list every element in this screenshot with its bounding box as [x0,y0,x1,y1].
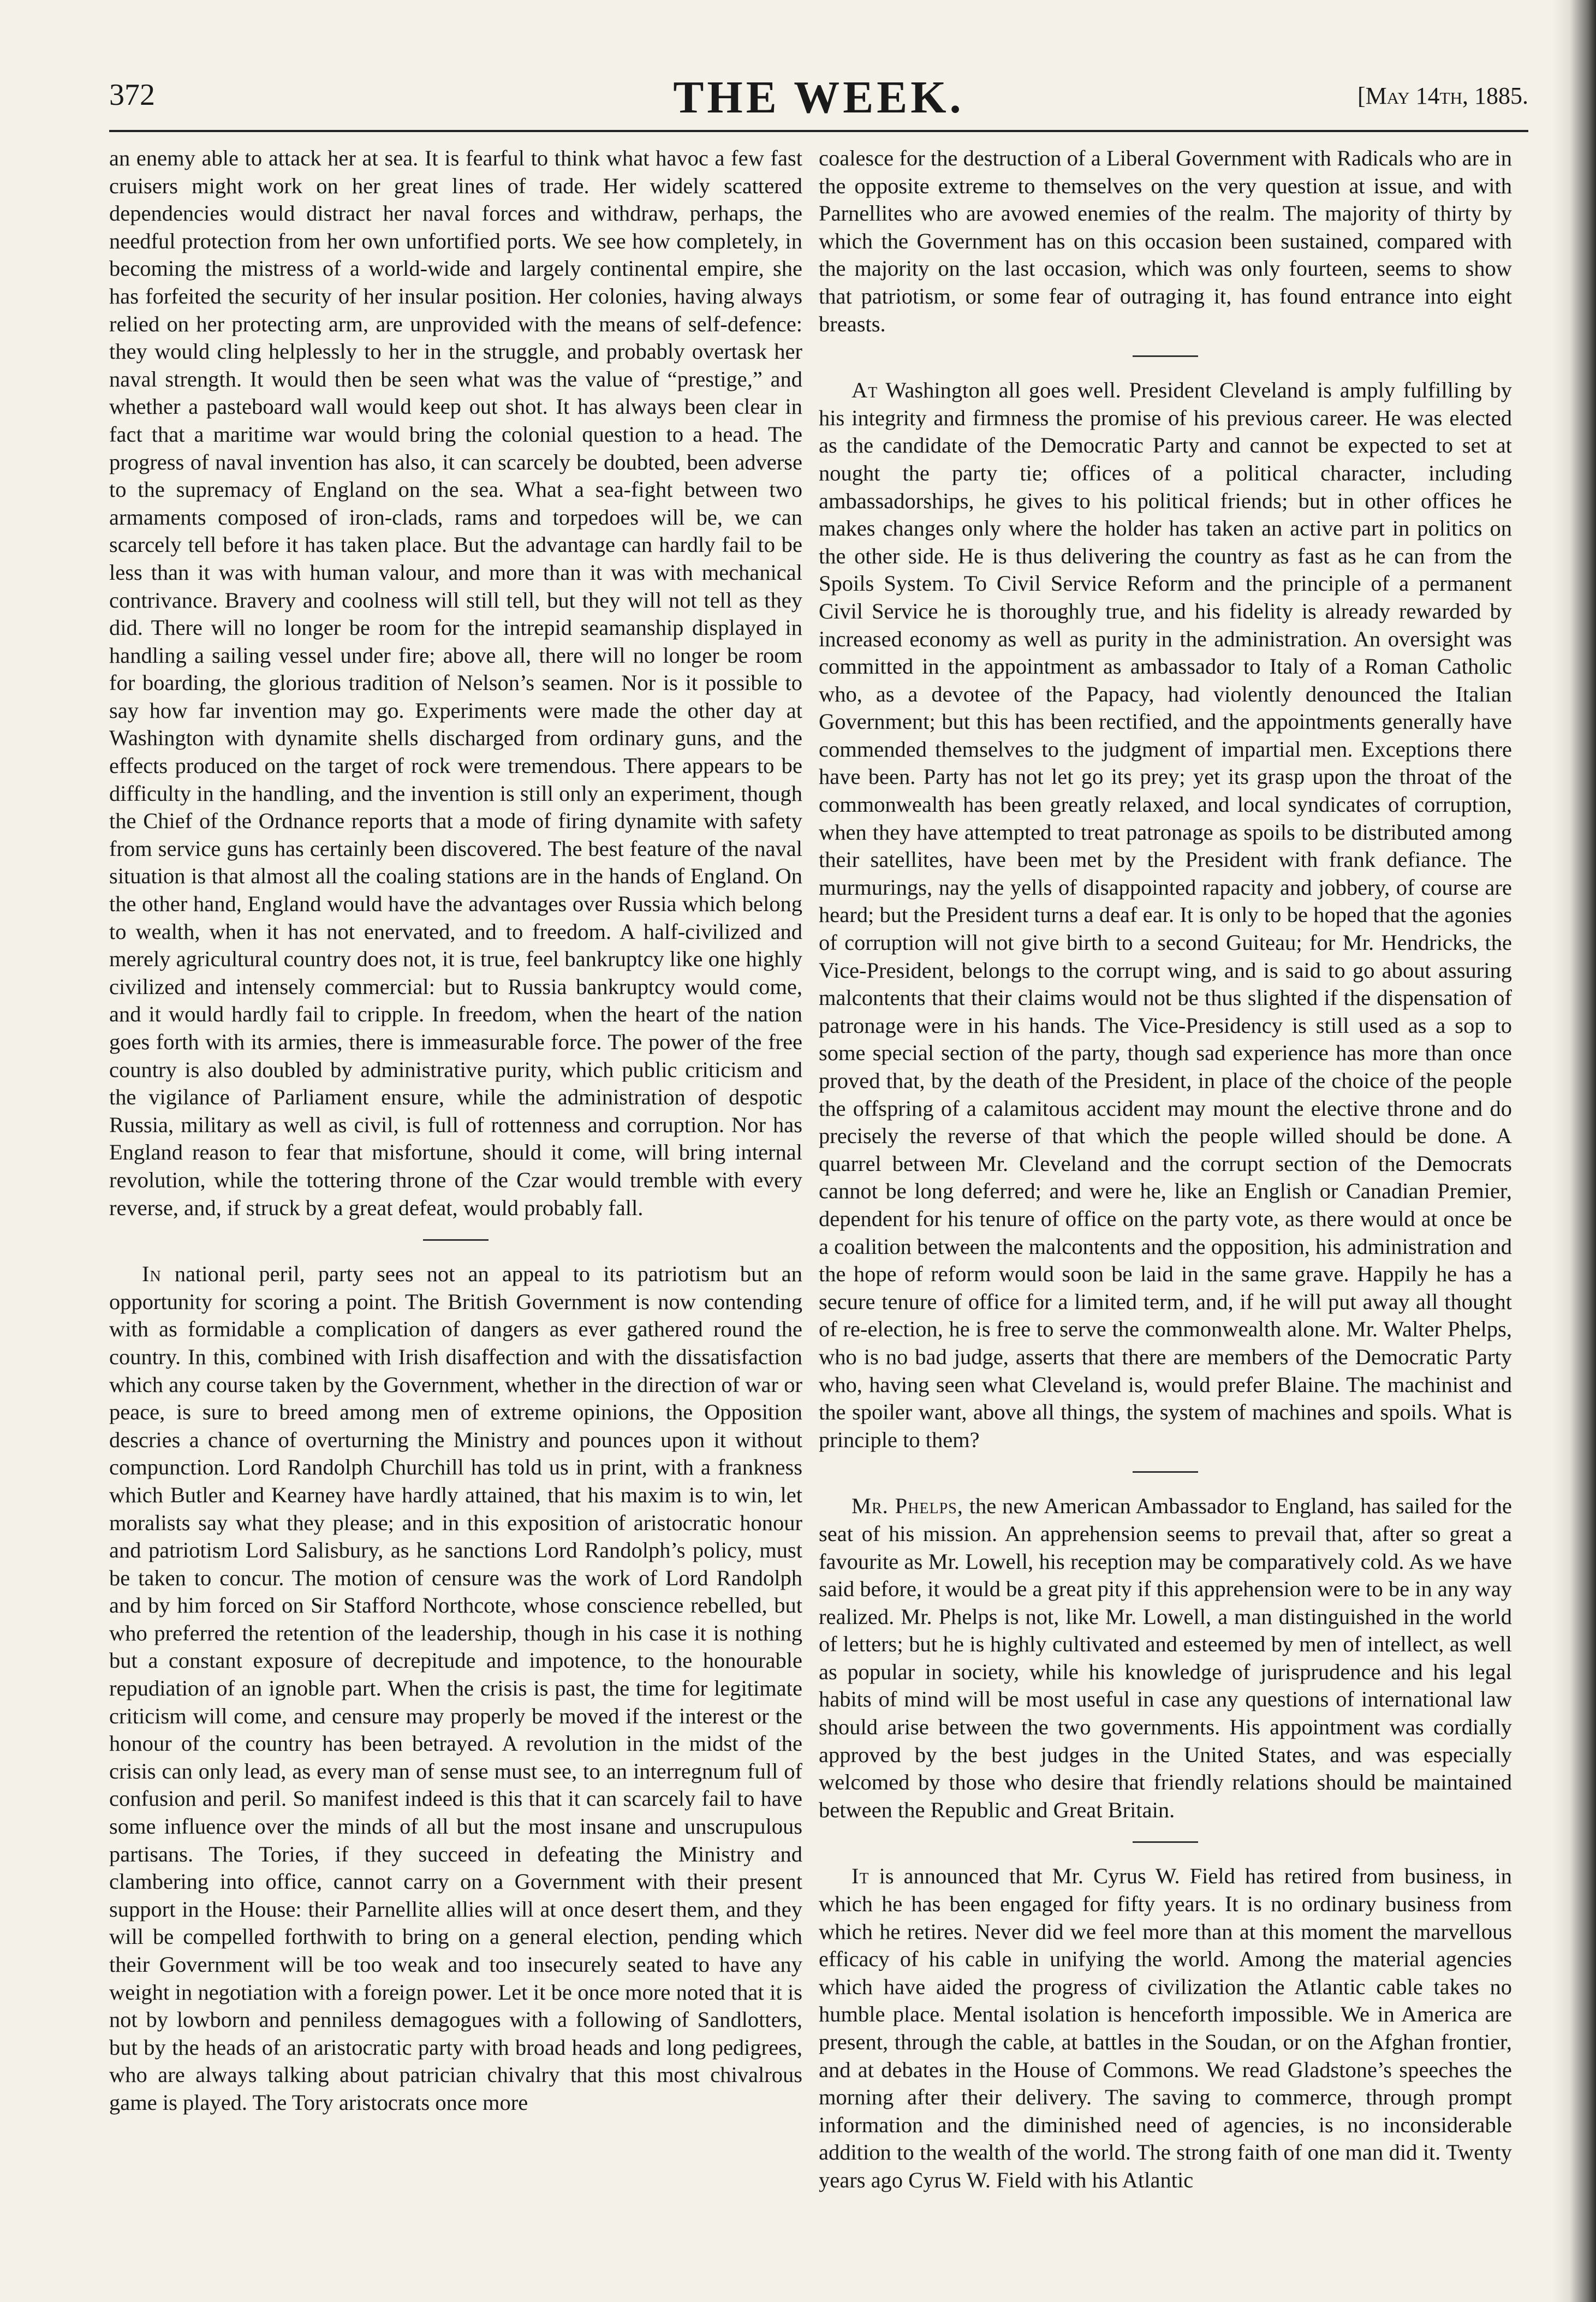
drop-lead: In [142,1262,162,1287]
section-divider [423,1239,489,1241]
article-national-peril [109,1260,802,2116]
article-body: national peril, party sees not an appeal to its patriotism but an opportunity for scoring a point. The British Government is now contending with as formidable a complication of dangers as ever gathered round the country. In this, combined with Irish disaffection and with the dissatisfaction which any course taken by the Government, whether in the direction of war or peace, is sure to breed among men of extreme opinions, the Opposition descries a chance of overturning the Ministry and pounces upon it without compunction. Lord Randolph Churchill has told us in print, with a frankness which Butler and Kearney have hardly attained, that his maxim is to win, let moralists say what they please; and in this exposition of aristocratic honour and patriotism Lord Salisbury, as he sanctions Lord Randolph’s policy, must be taken to concur. The motion of censure was the work of Lord Randolph and by him forced on Sir Stafford Northcote, whose conscience rebelled, but who preferred the retention of the leadership, though in his case it is nothing but a constant exposure of decrepitude and impotence, to the honourable repudiation of an ignoble part. When the crisis is past, the time for legitimate criticism will come, and censure may properly be moved if the interest or the honour of the country has been betrayed. A revolution in the midst of the crisis can only lead, as every man of sense must see, to an interregnum full of confusion and peril. So manifest indeed is this that it can scarcely fail to have some influence over the minds of all but the most insane and unscrupulous partisans. The Tories, if they succeed in defeating the Ministry and clambering into office, cannot carry on a Government with their present support in the House: their Parnellite allies will at once desert them, and they will be compelled forthwith to bring on a general election, pending which their Government will be too weak and too insecurely seated to have any weight in negotiation with a foreign power. Let it be once more noted that it is not by lowborn and penniless demagogues with a following of Sandlotters, but by the heads of an aristocratic party with broad heads and long pedigrees, who are always talking about patrician chivalry that this most chivalrous game is played. The Tory aristocrats once more [109,1262,802,2115]
section-divider [1133,355,1198,357]
article-body: is announced that Mr. Cyrus W. Field has retired from business, in which he has been engaged for fifty years. It is no ordinary business from which he retires. Never did we feel more than at this moment the marvellous efficacy of his cable in unifying the world. Among the material agencies which have aided the progress of civilization the Atlantic cable takes no humble place. Mental isolation is henceforth impossible. We in America are present, through the cable, at battles in the Soudan, or on the Afghan frontier, and at debates in the House of Commons. We read Gladstone’s speeches the morning after their delivery. The saving to commerce, through prompt information and the diminished need of agencies, is no inconsiderable addition to the wealth of the world. The strong faith of one man did it. Twenty years ago Cyrus W. Field with his Atlantic [819,1864,1512,2192]
masthead-title: THE WEEK. [673,72,964,123]
right-column [819,145,1512,2194]
article-naval-continuation: an enemy able to attack her at sea. It is fearful to think what havoc a few fast cruisers might work on her great lines of trade. Her widely scattered dependencies would distract her naval forces and withdraw, perhaps, the needful protection from her own unfortified ports. We see how completely, in becoming the mistress of a world-wide and largely continental empire, she has forfeited the security of her insular position. Her colonies, having always relied on her protecting arm, are unprovided with the means of self-defence: they would cling helplessly to her in the struggle, and probably overtask her naval strength. It would then be seen what was the value of “prestige,” and whether a pasteboard wall would keep out shot. It has always been clear in fact that a maritime war would bring the colonial question to a head. The progress of naval invention has also, it can scarcely be doubted, been adverse to the supremacy of England on the sea. What a sea-fight between two armaments composed of iron-clads, rams and torpedoes will be, we can scarcely tell before it has taken place. But the advantage can hardly fail to be less than it was with human valour, and more than it was with mechanical contrivance. Bravery and coolness will still tell, but they will not tell as they did. There will no longer be room for the intrepid seamanship displayed in handling a sailing vessel under fire; above all, there will no longer be room for boarding, the glorious tradition of Nelson’s seamen. Nor is it possible to say how far invention may go. Experiments were made the other day at Washington with dynamite shells discharged from ordinary guns, and the effects produced on the target of rock were tremendous. There appears to be difficulty in the handling, and the invention is still only an experiment, though the Chief of the Ordnance reports that a mode of firing dynamite with safety from service guns has certainly been discovered. The best feature of the naval situation is that almost all the coaling stations are in the hands of England. On the other hand, England would have the advantages over Russia which belong to wealth, when it has not enervated, and to freedom. A half-civilized and merely agricultural country does not, it is true, feel bankruptcy like one highly civilized and intensely commercial: but to Russia bankruptcy would come, and it would hardly fail to cripple. In freedom, when the heart of the nation goes forth with its armies, there is immeasurable force. The power of the free country is also doubled by administrative purity, which public criticism and the vigilance of Parliament ensure, while the administration of despotic Russia, military as well as civil, is full of rottenness and corruption. Nor has England reason to fear that misfortune, should it come, will bring internal revolution, while the tottering throne of the Czar would tremble with every reverse, and, if struck by a great defeat, would probably fall. [109,146,802,1220]
drop-lead: Mr. Phelps, [851,1494,963,1519]
page-edge-shadow [1552,0,1596,2302]
article-phelps [819,1492,1512,1824]
issue-date: [May 14th, 1885. [1357,82,1528,109]
article-coalesce-continuation: coalesce for the destruction of a Liberal Government with Radicals who are in the opposite extreme to themselves on the very question at issue, and with Parnellites who are avowed enemies of the realm. The majority of thirty by which the Government has on this occasion been sustained, compared with the majority on the last occasion, which was only fourteen, seems to show that patriotism, or some fear of outraging it, has found entrance into eight breasts. [819,146,1512,336]
article-cyrus-field [819,1863,1512,2194]
header-rule [109,130,1528,132]
drop-lead: It [851,1864,870,1889]
drop-lead: At [851,378,878,403]
article-body: Washington all goes well. President Cleveland is amply fulfilling by his integrity and firmness the promise of his previous career. He was elected as the candidate of the Democratic Party and cannot be expected to set at nought the party tie; offices of a political character, including ambassadorships, he gives to his political friends; but in other offices he makes changes only where the holder has taken an active part in politics on the other side. He is thus delivering the country as fast as he can from the Spoils System. To Civil Service Reform and the principle of a permanent Civil Service he is thoroughly true, and his fidelity is already rewarded by increased economy as well as purity in the administration. An oversight was committed in the appointment as ambassador to Italy of a Roman Catholic who, as a devotee of the Papacy, had violently denounced the Italian Government; but this has been rectified, and the appointments generally have commended themselves to the judgment of impartial men. Exceptions there have been. Party has not let go its prey; yet its grasp upon the throat of the commonwealth has been greatly relaxed, and local syndicates of corruption, when they have attempted to treat patronage as spoils to be distributed among their satellites, have been met by the President with frank defiance. The murmurings, nay the yells of disappointed rapacity and jobbery, of course are heard; but the President turns a deaf ear. It is only to be hoped that the agonies of corruption will not give birth to a second Guiteau; for Mr. Hendricks, the Vice-President, belongs to the corrupt wing, and is said to go about assuring malcontents that their claims would not be thus slighted if the dispensation of patronage were in his hands. The Vice-Presidency is still used as a sop to some special section of the party, though sad experience has more than once proved that, by the death of the President, in place of the choice of the people the offspring of a calamitous accident may mount the elective throne and do precisely the reverse of that which the people willed should be done. A quarrel between Mr. Cleveland and the corrupt section of the Democrats cannot be long deferred; and were he, like an English or Canadian Premier, dependent for his tenure of office on the party vote, as there would at once be a coalition between the malcontents and the opposition, his administration and the hope of reform would soon be laid in the same grave. Happily he has a secure tenure of office for a limited term, and, if he will put away all thought of re-election, he is free to serve the commonwealth alone. Mr. Walter Phelps, who is no bad judge, asserts that there are members of the Democratic Party who, having seen what Cleveland is, would prefer Blaine. The machinist and the spoiler want, above all things, the system of machines and spoils. What is principle to them? [819,378,1512,1452]
article-body: the new American Ambassador to England, has sailed for the seat of his mission. An apprehension seems to prevail that, after so great a favourite as Mr. Lowell, his reception may be comparatively cold. As we have said before, it would be a great pity if this apprehension were to be in any way realized. Mr. Phelps is not, like Mr. Lowell, a man distinguished in the world of letters; but he is highly cultivated and esteemed by men of intellect, as well as popular in society, while his knowledge of jurisprudence and his legal habits of mind will be most useful in case any questions of international law should arise between the two governments. His appointment was cordially approved by the best judges in the United States, and was especially welcomed by those who desire that friendly relations should be maintained between the Republic and Great Britain. [819,1494,1512,1822]
page-header [109,71,1528,136]
article-washington [819,377,1512,1454]
section-divider [1133,1841,1198,1843]
page-number: 372 [109,78,155,112]
section-divider [1133,1471,1198,1473]
left-column [109,145,802,2117]
